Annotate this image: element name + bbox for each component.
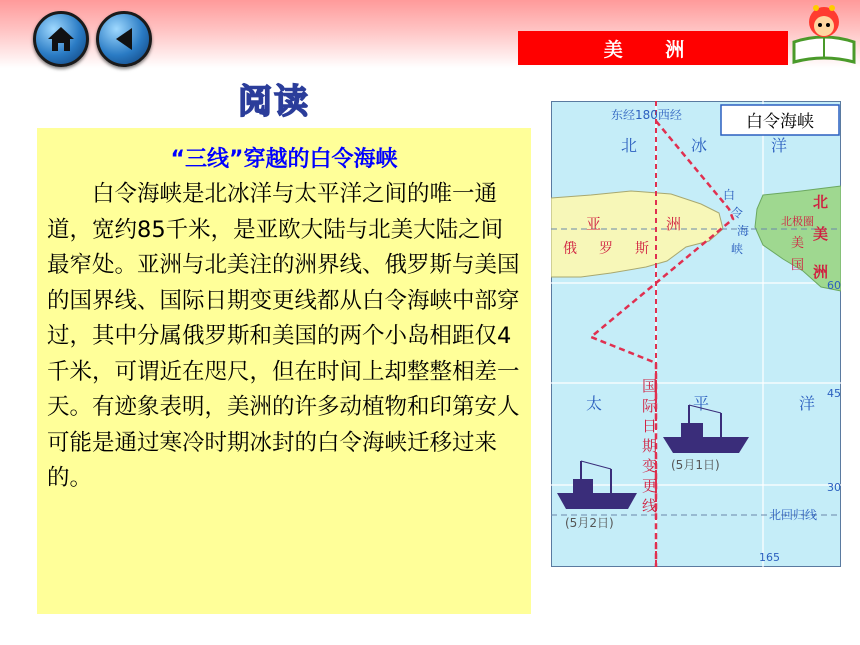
back-button[interactable]	[96, 11, 152, 67]
meridian-label: 东经180西经	[611, 108, 682, 122]
russia-label-1: 俄	[563, 241, 577, 257]
asia-label-2: 洲	[666, 215, 682, 233]
lat-tick-45: 45	[827, 387, 841, 400]
ship-east-date: (5月1日)	[671, 458, 720, 472]
arctic-circle-label: 北极圈	[781, 215, 814, 228]
dateline-label-7: 线	[642, 497, 658, 515]
dateline-label-2: 际	[642, 397, 658, 415]
dateline-label-3: 日	[642, 417, 658, 435]
dateline-label-1: 国	[642, 377, 658, 395]
pacific-label-3: 洋	[799, 394, 816, 413]
north-america-label-2: 美	[813, 225, 829, 243]
pacific-label-2: 平	[693, 394, 710, 413]
lat-tick-30: 30	[827, 481, 841, 494]
asia-label-1: 亚	[586, 215, 602, 233]
usa-label-2: 国	[791, 258, 805, 273]
dateline-label-5: 变	[642, 457, 658, 475]
home-button[interactable]	[33, 11, 89, 67]
russia-label-3: 斯	[635, 241, 649, 257]
dateline-label-4: 期	[642, 437, 658, 455]
section-label: 美 洲	[518, 31, 788, 65]
article-box	[37, 128, 531, 614]
dateline-label-6: 更	[642, 477, 658, 495]
map-title: 白令海峡	[746, 112, 814, 132]
arctic-label-1: 北	[621, 136, 638, 155]
ship-west-date: (5月2日)	[565, 516, 614, 530]
strait-label-3: 海	[737, 224, 750, 238]
article-title: “三线”穿越的白令海峡	[170, 147, 398, 172]
arctic-label-2: 冰	[691, 136, 708, 155]
strait-label-4: 峡	[731, 242, 744, 256]
north-america-label-3: 洲	[813, 263, 829, 281]
arctic-label-3: 洋	[771, 136, 788, 155]
back-arrow-icon	[107, 22, 141, 56]
usa-label-1: 美	[791, 236, 805, 251]
lon-tick-165: 165	[759, 551, 780, 564]
lat-tick-60: 60	[827, 279, 841, 292]
reading-mascot-icon	[790, 2, 858, 64]
bering-strait-map	[551, 101, 841, 567]
reading-heading: 阅读	[238, 82, 310, 122]
north-america-label-1: 北	[813, 193, 829, 211]
strait-label-1: 白	[723, 188, 736, 202]
article-body: 白令海峡是北冰洋与太平洋之间的唯一通道，宽约85千米，是亚欧大陆与北美大陆之间最窄处。亚洲与北美注的洲界线、俄罗斯与美国的国界线、国际日期变更线都从白令海峡中部穿过，其中分属俄罗斯和美国的两个小岛相距仅4千米，可谓近在咫尺，但在时间上却整整相差一天。有迹象表明，美洲的许多动植物和印第安人可能是通过寒冷时期冰封的白令海峡迁移过来的。	[47, 181, 520, 491]
tropic-label: 北回归线	[769, 508, 818, 522]
russia-label-2: 罗	[599, 241, 613, 257]
dateline-vertical-label	[642, 377, 658, 515]
strait-label-2: 令	[731, 206, 744, 220]
home-icon	[44, 22, 78, 56]
pacific-label-1: 太	[586, 394, 603, 413]
